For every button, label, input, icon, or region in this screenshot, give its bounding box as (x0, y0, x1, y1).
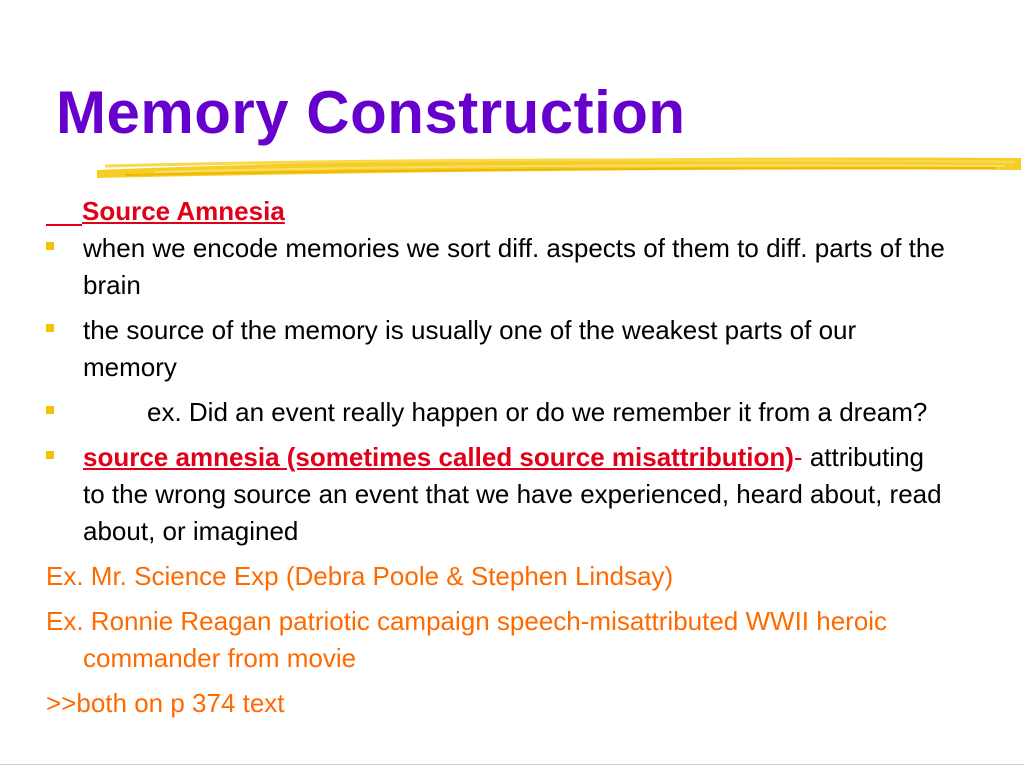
square-bullet-icon (46, 451, 54, 459)
heading-underline-gap (46, 198, 82, 226)
example-line: Ex. Ronnie Reagan patriotic campaign speech-misattributed WWII heroic commander from movie (46, 606, 888, 673)
list-item (46, 439, 946, 550)
square-bullet-icon (46, 242, 54, 250)
heading-source-amnesia: Source Amnesia (82, 196, 285, 226)
list-item (46, 230, 946, 304)
bullet-text: attributing to the wrong source an event that we have experienced, heard about, read about, or imagined (83, 442, 942, 546)
slide-body (46, 193, 946, 730)
bullet-text: the source of the memory is usually one of the weakest parts of our memory (83, 315, 857, 382)
term-source-amnesia: source amnesia (sometimes called source misattribution) (83, 442, 794, 472)
list-item (46, 312, 946, 386)
square-bullet-icon (46, 406, 54, 414)
term-dash: - (793, 442, 803, 472)
bullet-list (46, 230, 946, 550)
example-line: Ex. Mr. Science Exp (Debra Poole & Stephen Lindsay) (46, 561, 674, 591)
bullet-text: when we encode memories we sort diff. aspects of them to diff. parts of the brain (83, 233, 945, 300)
list-item (46, 394, 946, 431)
section-heading (46, 193, 946, 230)
example-line: >>both on p 374 text (46, 688, 285, 718)
bullet-text: ex. Did an event really happen or do we remember it from a dream? (147, 397, 928, 427)
slide-title: Memory Construction (56, 79, 686, 146)
brush-stroke-underline (95, 148, 1024, 184)
square-bullet-icon (46, 324, 54, 332)
bottom-divider (0, 764, 1024, 765)
